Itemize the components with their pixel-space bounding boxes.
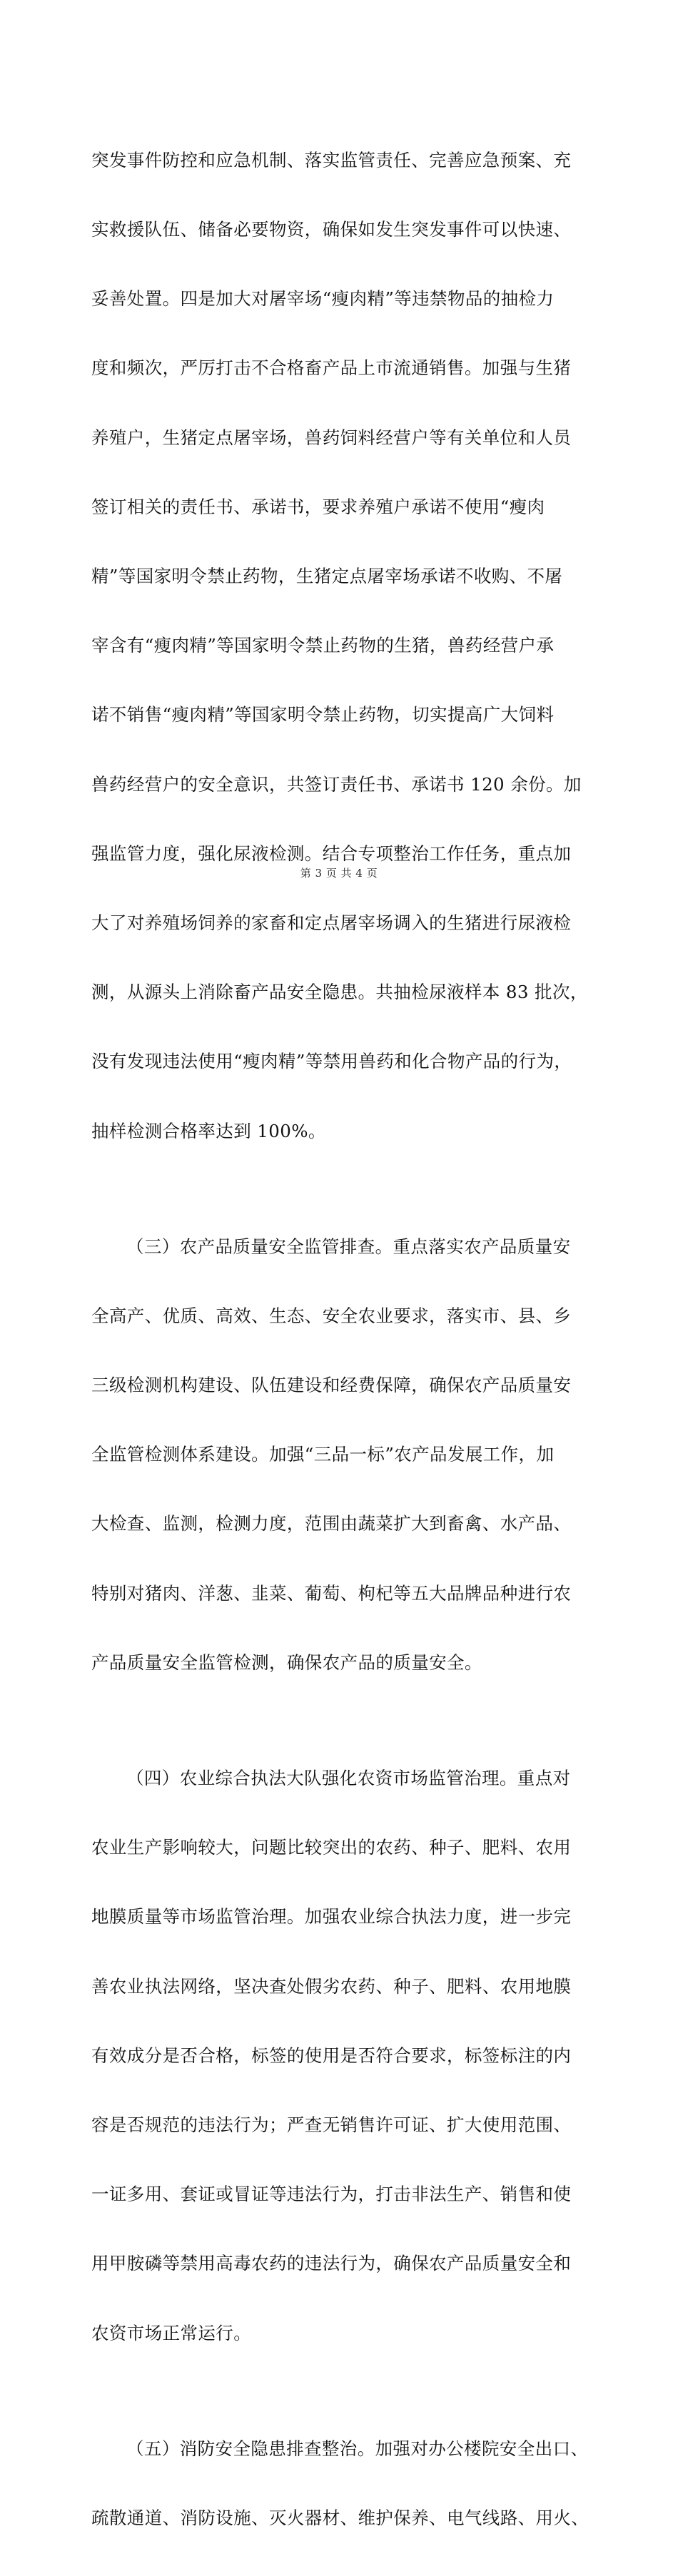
text-line: 没有发现违法使用“瘦肉精”等禁用兽药和化合物产品的行为， (91, 1051, 572, 1072)
text-line: 兽药经营户的安全意识，共签订责任书、承诺书 120 余份。加 (91, 773, 582, 795)
text-line: 有效成分是否合格，标签的使用是否符合要求，标签标注的内 (91, 2045, 572, 2066)
paragraph-4 (91, 2391, 595, 2576)
text-line: 三级检测机构建设、队伍建设和经费保障，确保农产品质量安 (91, 1375, 572, 1396)
paragraph-2 (91, 1189, 595, 1721)
document-body (91, 103, 595, 2576)
text-line: 签订相关的责任书、承诺书，要求养殖户承诺不使用“瘦肉 (91, 496, 545, 517)
text-line: 产品质量安全监管检测，确保农产品的质量安全。 (91, 1651, 482, 1673)
text-line: 疏散通道、消防设施、灭火器材、维护保养、电气线路、用火、 (91, 2507, 590, 2528)
text-line: 度和频次，严厉打击不合格畜产品上市流通销售。加强与生猪 (91, 357, 572, 379)
text-line: 宰含有“瘦肉精”等国家明令禁止药物的生猪，兽药经营户承 (91, 635, 555, 656)
text-line: 实救援队伍、储备必要物资，确保如发生突发事件可以快速、 (91, 219, 572, 240)
paragraph-3 (91, 1721, 595, 2391)
text-line: 全监管检测体系建设。加强“三品一标”农产品发展工作，加 (91, 1444, 555, 1465)
text-line-indented: （四）农业综合执法大队强化农资市场监管治理。重点对 (126, 1767, 571, 1788)
text-line: 大检查、监测，检测力度，范围由蔬菜扩大到畜禽、水产品、 (91, 1513, 572, 1534)
text-line: 大了对养殖场饲养的家畜和定点屠宰场调入的生猪进行尿液检 (91, 912, 572, 934)
text-line: 测，从源头上消除畜产品安全隐患。共抽检尿液样本 83 批次， (91, 982, 588, 1003)
text-line: 强监管力度，强化尿液检测。结合专项整治工作任务，重点加 (91, 842, 572, 864)
paragraph-1 (91, 103, 595, 1189)
text-line: 农资市场正常运行。 (91, 2322, 252, 2343)
text-line: 诺不销售“瘦肉精”等国家明令禁止药物，切实提高广大饲料 (91, 704, 555, 726)
text-line: 全高产、优质、高效、生态、安全农业要求，落实市、县、乡 (91, 1305, 572, 1326)
text-line: 农业生产影响较大，问题比较突出的农药、种子、肥料、农用 (91, 1837, 572, 1858)
text-line: 妥善处置。四是加大对屠宰场“瘦肉精”等违禁物品的抽检力 (91, 288, 555, 310)
text-line: 特别对猪肉、洋葱、韭菜、葡萄、枸杞等五大品牌品种进行农 (91, 1582, 572, 1604)
text-line: 善农业执法网络，坚决查处假劣农药、种子、肥料、农用地膜 (91, 1975, 572, 1997)
text-line: 养殖户，生猪定点屠宰场，兽药饲料经营户等有关单位和人员 (91, 427, 572, 448)
text-line-indented: （三）农产品质量安全监管排查。重点落实农产品质量安 (126, 1236, 571, 1257)
text-line: 容是否规范的违法行为；严查无销售许可证、扩大使用范围、 (91, 2114, 572, 2135)
text-line-indented: （五）消防安全隐患排查整治。加强对办公楼院安全出口、 (126, 2438, 589, 2459)
page-number-footer: 第 3 页 共 4 页 (300, 867, 378, 880)
text-line: 突发事件防控和应急机制、落实监管责任、完善应急预案、充 (91, 149, 572, 170)
text-line: 一证多用、套证或冒证等违法行为，打击非法生产、销售和使 (91, 2184, 572, 2205)
text-line: 地膜质量等市场监管治理。加强农业综合执法力度，进一步完 (91, 1906, 572, 1928)
text-line: 用甲胺磷等禁用高毒农药的违法行为，确保农产品质量安全和 (91, 2253, 572, 2274)
text-line: 精”等国家明令禁止药物，生猪定点屠宰场承诺不收购、不屠 (91, 566, 563, 587)
text-line: 抽样检测合格率达到 100%。 (91, 1120, 326, 1141)
